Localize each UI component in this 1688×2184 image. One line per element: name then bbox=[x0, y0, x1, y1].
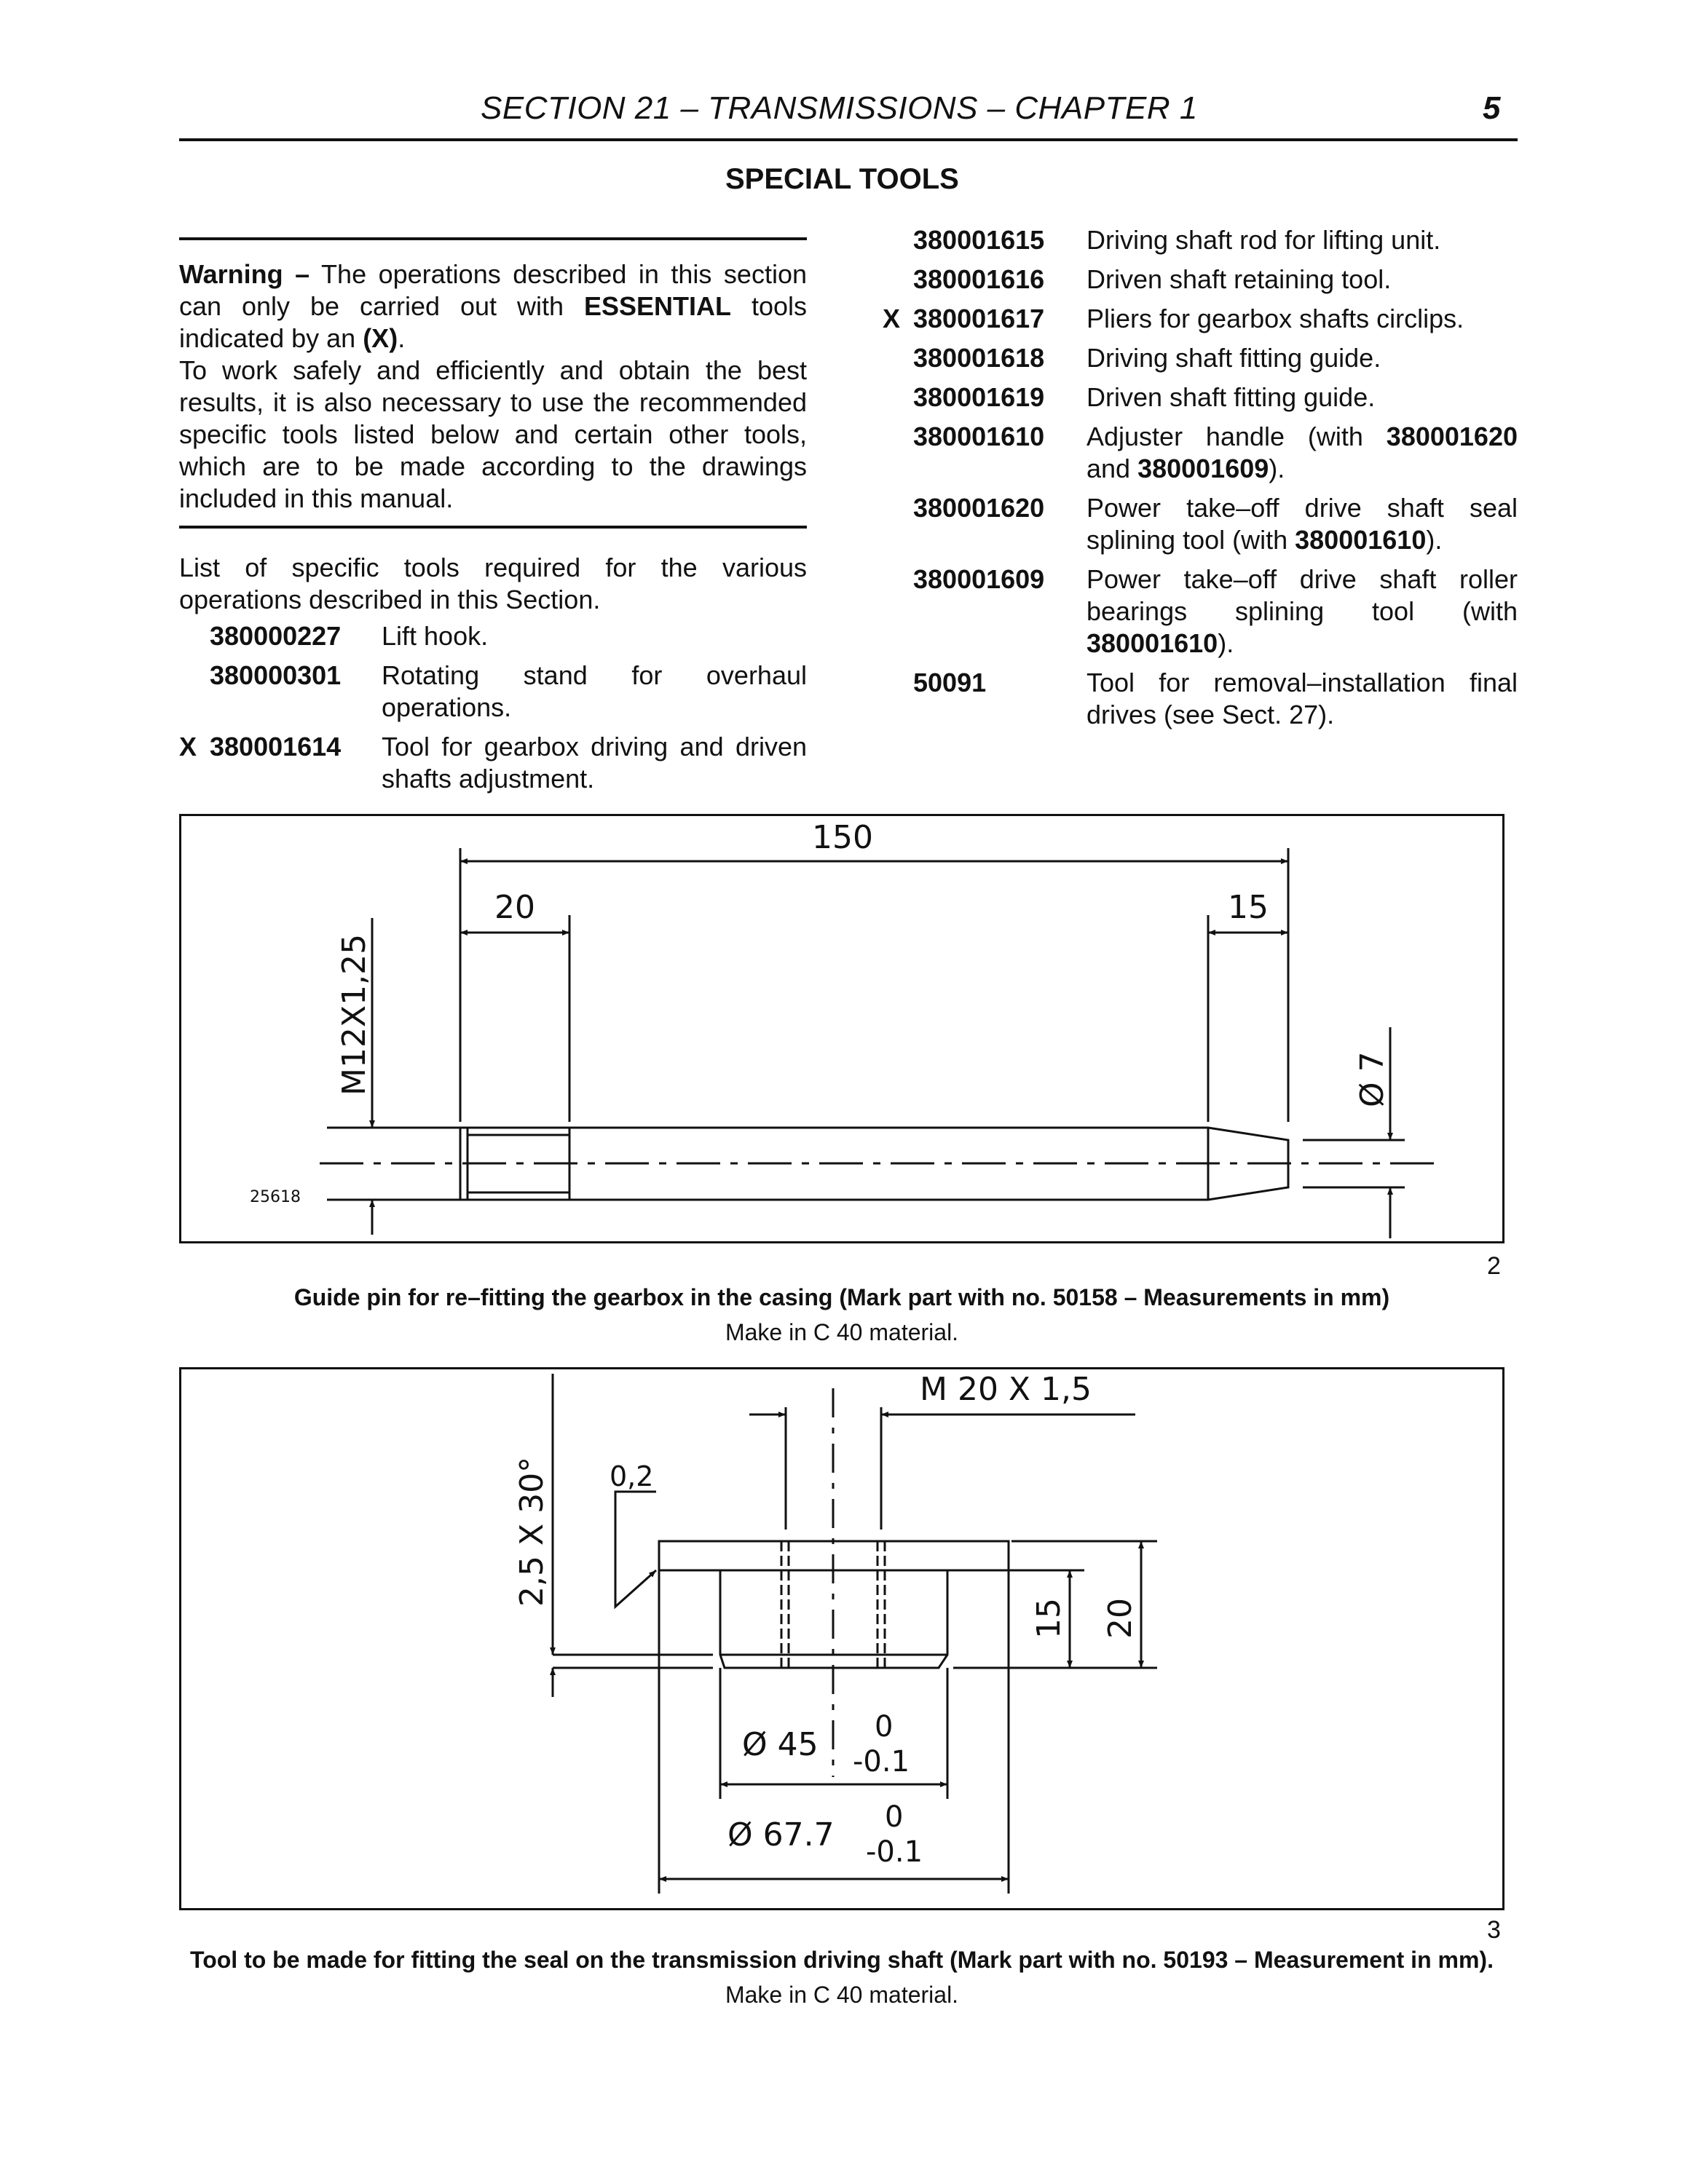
warning-label: Warning – bbox=[179, 259, 310, 289]
tool-description: Driving shaft fitting guide. bbox=[1086, 343, 1381, 373]
seal-tool-drawing bbox=[181, 1369, 1502, 1908]
tool-reference: 380001610 bbox=[1295, 525, 1427, 555]
dim-tip-diameter: Ø 7 bbox=[1354, 1051, 1391, 1107]
tool-row bbox=[883, 381, 1518, 414]
tool-row bbox=[883, 563, 1518, 660]
warning-paragraph bbox=[179, 258, 807, 515]
intro-paragraph: List of specific tools required for the various operations described in this Section. bbox=[179, 553, 807, 614]
tool-description: Lift hook. bbox=[382, 621, 489, 651]
guide-pin-drawing bbox=[181, 816, 1502, 1241]
figure-2-number: 2 bbox=[1487, 1252, 1501, 1280]
tool-row bbox=[883, 342, 1518, 374]
figure-2-frame bbox=[179, 814, 1504, 1243]
dim-height-20: 20 bbox=[1102, 1598, 1139, 1639]
dim-diameter-45: Ø 45 bbox=[742, 1726, 819, 1763]
section-title: SPECIAL TOOLS bbox=[725, 163, 959, 195]
dim-chamfer: 2,5 X 30° bbox=[513, 1456, 551, 1607]
figure-3-material: Make in C 40 material. bbox=[725, 1982, 959, 2008]
tool-row bbox=[883, 421, 1518, 485]
tool-description: Driving shaft rod for lifting unit. bbox=[1086, 225, 1441, 255]
tool-description: Power take–off drive shaft seal splining tool (with 380001610). bbox=[1086, 493, 1518, 555]
tool-row bbox=[883, 667, 1518, 731]
tool-code: 380001619 bbox=[913, 382, 1045, 412]
tool-reference: 380001620 bbox=[1386, 422, 1518, 451]
dim-edge-break: 0,2 bbox=[610, 1460, 654, 1492]
dim-thread-length: 20 bbox=[494, 889, 535, 926]
tool-code: 380001616 bbox=[913, 264, 1045, 294]
drawing-id: 25618 bbox=[250, 1188, 301, 1206]
tool-row bbox=[179, 660, 807, 724]
dim-height-15: 15 bbox=[1030, 1598, 1068, 1639]
dim-diameter-67-tol-upper: 0 bbox=[885, 1800, 904, 1834]
tool-row bbox=[883, 303, 1518, 335]
dim-diameter-45-tol-lower: -0.1 bbox=[853, 1745, 910, 1779]
tool-description: Tool for gearbox driving and driven shafts adjustment. bbox=[382, 732, 807, 794]
warning-top-rule bbox=[179, 237, 807, 240]
tool-code: 380001610 bbox=[913, 422, 1045, 451]
tool-description: Driven shaft retaining tool. bbox=[1086, 264, 1392, 294]
tool-code: 380001614 bbox=[210, 732, 342, 761]
dim-diameter-45-tol-upper: 0 bbox=[875, 1710, 894, 1744]
tool-code: 50091 bbox=[913, 668, 987, 697]
tool-code: 380001609 bbox=[913, 564, 1045, 594]
dim-overall-length: 150 bbox=[812, 819, 873, 856]
tool-mark: X bbox=[179, 732, 197, 761]
tool-row bbox=[179, 731, 807, 795]
dim-taper-length: 15 bbox=[1228, 889, 1269, 926]
dim-diameter-67: Ø 67.7 bbox=[727, 1816, 835, 1853]
figure-3-number: 3 bbox=[1487, 1916, 1501, 1944]
warning-text-3: . bbox=[398, 323, 406, 353]
tool-reference: 380001610 bbox=[1086, 628, 1218, 658]
figure-2-caption: Guide pin for re–fitting the gearbox in the casing (Mark part with no. 50158 – Measurements in mm) bbox=[293, 1284, 1390, 1310]
warning-bottom-rule bbox=[179, 526, 807, 529]
dim-thread-spec: M 20 X 1,5 bbox=[920, 1371, 1092, 1408]
tool-description: Rotating stand for overhaul operations. bbox=[382, 660, 807, 722]
tool-mark: X bbox=[883, 304, 901, 333]
figure-2-material: Make in C 40 material. bbox=[725, 1319, 959, 1345]
figure-3-frame bbox=[179, 1367, 1504, 1910]
tool-row bbox=[883, 492, 1518, 556]
figure-3-caption: Tool to be made for fitting the seal on the transmission driving shaft (Mark part with no. 50193 – Measurement in mm). bbox=[190, 1947, 1494, 1973]
dim-diameter-67-tol-lower: -0.1 bbox=[866, 1835, 923, 1869]
tool-row bbox=[179, 620, 807, 652]
warning-essential: ESSENTIAL bbox=[583, 291, 731, 321]
warning-mark: (X) bbox=[363, 323, 398, 353]
tool-row bbox=[883, 224, 1518, 256]
tool-reference: 380001609 bbox=[1137, 454, 1269, 483]
tool-code: 380001615 bbox=[913, 225, 1045, 255]
tool-description: Driven shaft fitting guide. bbox=[1086, 382, 1376, 412]
tool-code: 380001618 bbox=[913, 343, 1045, 373]
warning-text-2: tools indicated by an bbox=[179, 291, 807, 353]
page-header-title: SECTION 21 – TRANSMISSIONS – CHAPTER 1 bbox=[481, 90, 1198, 126]
tool-description: Power take–off drive shaft roller bearings splining tool (with 380001610). bbox=[1086, 564, 1518, 658]
warning-paragraph-2: To work safely and efficiently and obtain the best results, it is also necessary to use the recommended specific tools listed below and certain other tools, which are to be made according to the drawings included in this manual. bbox=[179, 355, 807, 513]
dim-thread-spec: M12X1,25 bbox=[336, 933, 373, 1096]
warning-text-1: The operations described in this section can only be carried out with bbox=[179, 259, 807, 321]
header-rule bbox=[179, 138, 1518, 141]
tool-code: 380000227 bbox=[210, 621, 342, 651]
tool-row bbox=[883, 264, 1518, 296]
tool-code: 380000301 bbox=[210, 660, 342, 690]
tool-code: 380001620 bbox=[913, 493, 1045, 523]
tool-description: Pliers for gearbox shafts circlips. bbox=[1086, 304, 1464, 333]
tool-description: Tool for removal–installation final drives (see Sect. 27). bbox=[1086, 668, 1518, 729]
page-number: 5 bbox=[1483, 90, 1501, 126]
tool-code: 380001617 bbox=[913, 304, 1045, 333]
tool-description: Adjuster handle (with 380001620 and 380001609). bbox=[1086, 422, 1518, 483]
